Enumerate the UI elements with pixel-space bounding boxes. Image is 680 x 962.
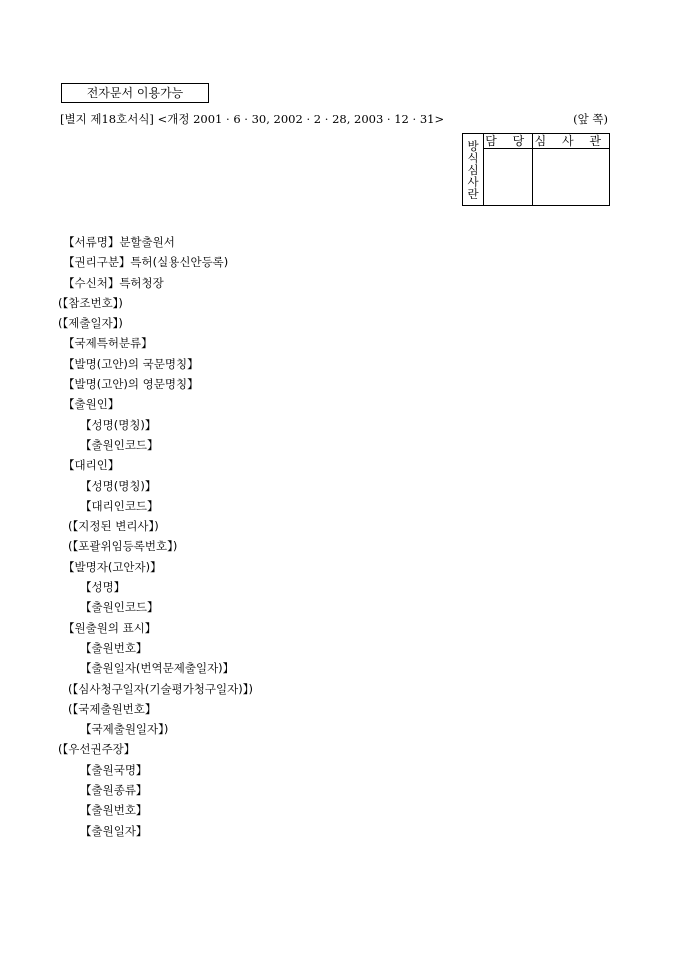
field-line: 【대리인코드】 — [80, 498, 159, 513]
approval-box — [462, 133, 610, 206]
page-side-label: (앞 쪽) — [573, 112, 608, 126]
field-line: 【대리인】 — [63, 458, 120, 473]
revision-note: <개정 2001 · 6 · 30, 2002 · 2 · 28, 2003 · 12 · 31> — [157, 112, 445, 126]
field-line: 【서류명】분할출원서 — [63, 235, 175, 249]
field-line: 【발명자(고안자)】 — [63, 559, 162, 574]
field-line: 【국제출원일자】) — [80, 722, 169, 737]
approval-cell-examiner — [532, 149, 609, 206]
field-line: 【성명(명칭)】 — [80, 478, 157, 493]
field-line: 【출원일자】 — [80, 823, 148, 838]
side-char: 사 — [467, 174, 479, 189]
field-line: 【발명(고안)의 영문명칭】 — [63, 377, 199, 392]
electronic-document-badge: 전자문서 이용가능 — [61, 83, 209, 103]
field-line: (【우선권주장】 — [58, 742, 136, 757]
form-number-label: [별지 제18호서식] — [60, 112, 154, 126]
field-line: (【제출일자】) — [58, 316, 123, 331]
field-line: (【지정된 변리사】) — [68, 519, 159, 534]
field-line: (【참조번호】) — [58, 295, 123, 310]
field-line: 【출원인】 — [63, 397, 120, 412]
side-char: 방 — [467, 138, 479, 153]
field-line: 【국제특허분류】 — [63, 336, 153, 351]
field-line: 【출원번호】 — [80, 640, 148, 655]
application-fields-list — [58, 232, 253, 841]
field-line: 【발명(고안)의 국문명칭】 — [63, 356, 199, 371]
field-line: (【포괄위임등록번호】) — [68, 539, 178, 554]
field-line: 【원출원의 표시】 — [63, 620, 157, 635]
field-line: 【수신처】특허청장 — [63, 275, 164, 290]
field-line: 【출원인코드】 — [80, 437, 159, 452]
approval-col-staff: 담 당 — [485, 133, 531, 148]
field-line: 【출원국명】 — [80, 762, 148, 777]
field-line: 【출원인코드】 — [80, 600, 159, 615]
form-header-line — [60, 111, 608, 127]
field-line: 【출원일자(번역문제출일자)】 — [80, 661, 235, 676]
approval-side-label — [463, 134, 484, 206]
field-line: 【성명】 — [80, 580, 126, 595]
side-char: 식 — [467, 150, 479, 165]
field-line: 【성명(명칭)】 — [80, 417, 157, 432]
field-line: 【출원종류】 — [80, 783, 148, 798]
field-line: (【국제출원번호】 — [68, 701, 157, 716]
field-line: 【출원번호】 — [80, 803, 148, 818]
side-char: 심 — [467, 162, 479, 177]
side-char: 란 — [467, 186, 479, 201]
approval-cell-staff — [484, 149, 533, 206]
field-line: 【권리구분】특허(실용신안등록) — [63, 255, 229, 270]
field-line: (【심사청구일자(기술평가청구일자)】) — [68, 681, 253, 696]
approval-col-examiner: 심 사 관 — [532, 134, 609, 149]
